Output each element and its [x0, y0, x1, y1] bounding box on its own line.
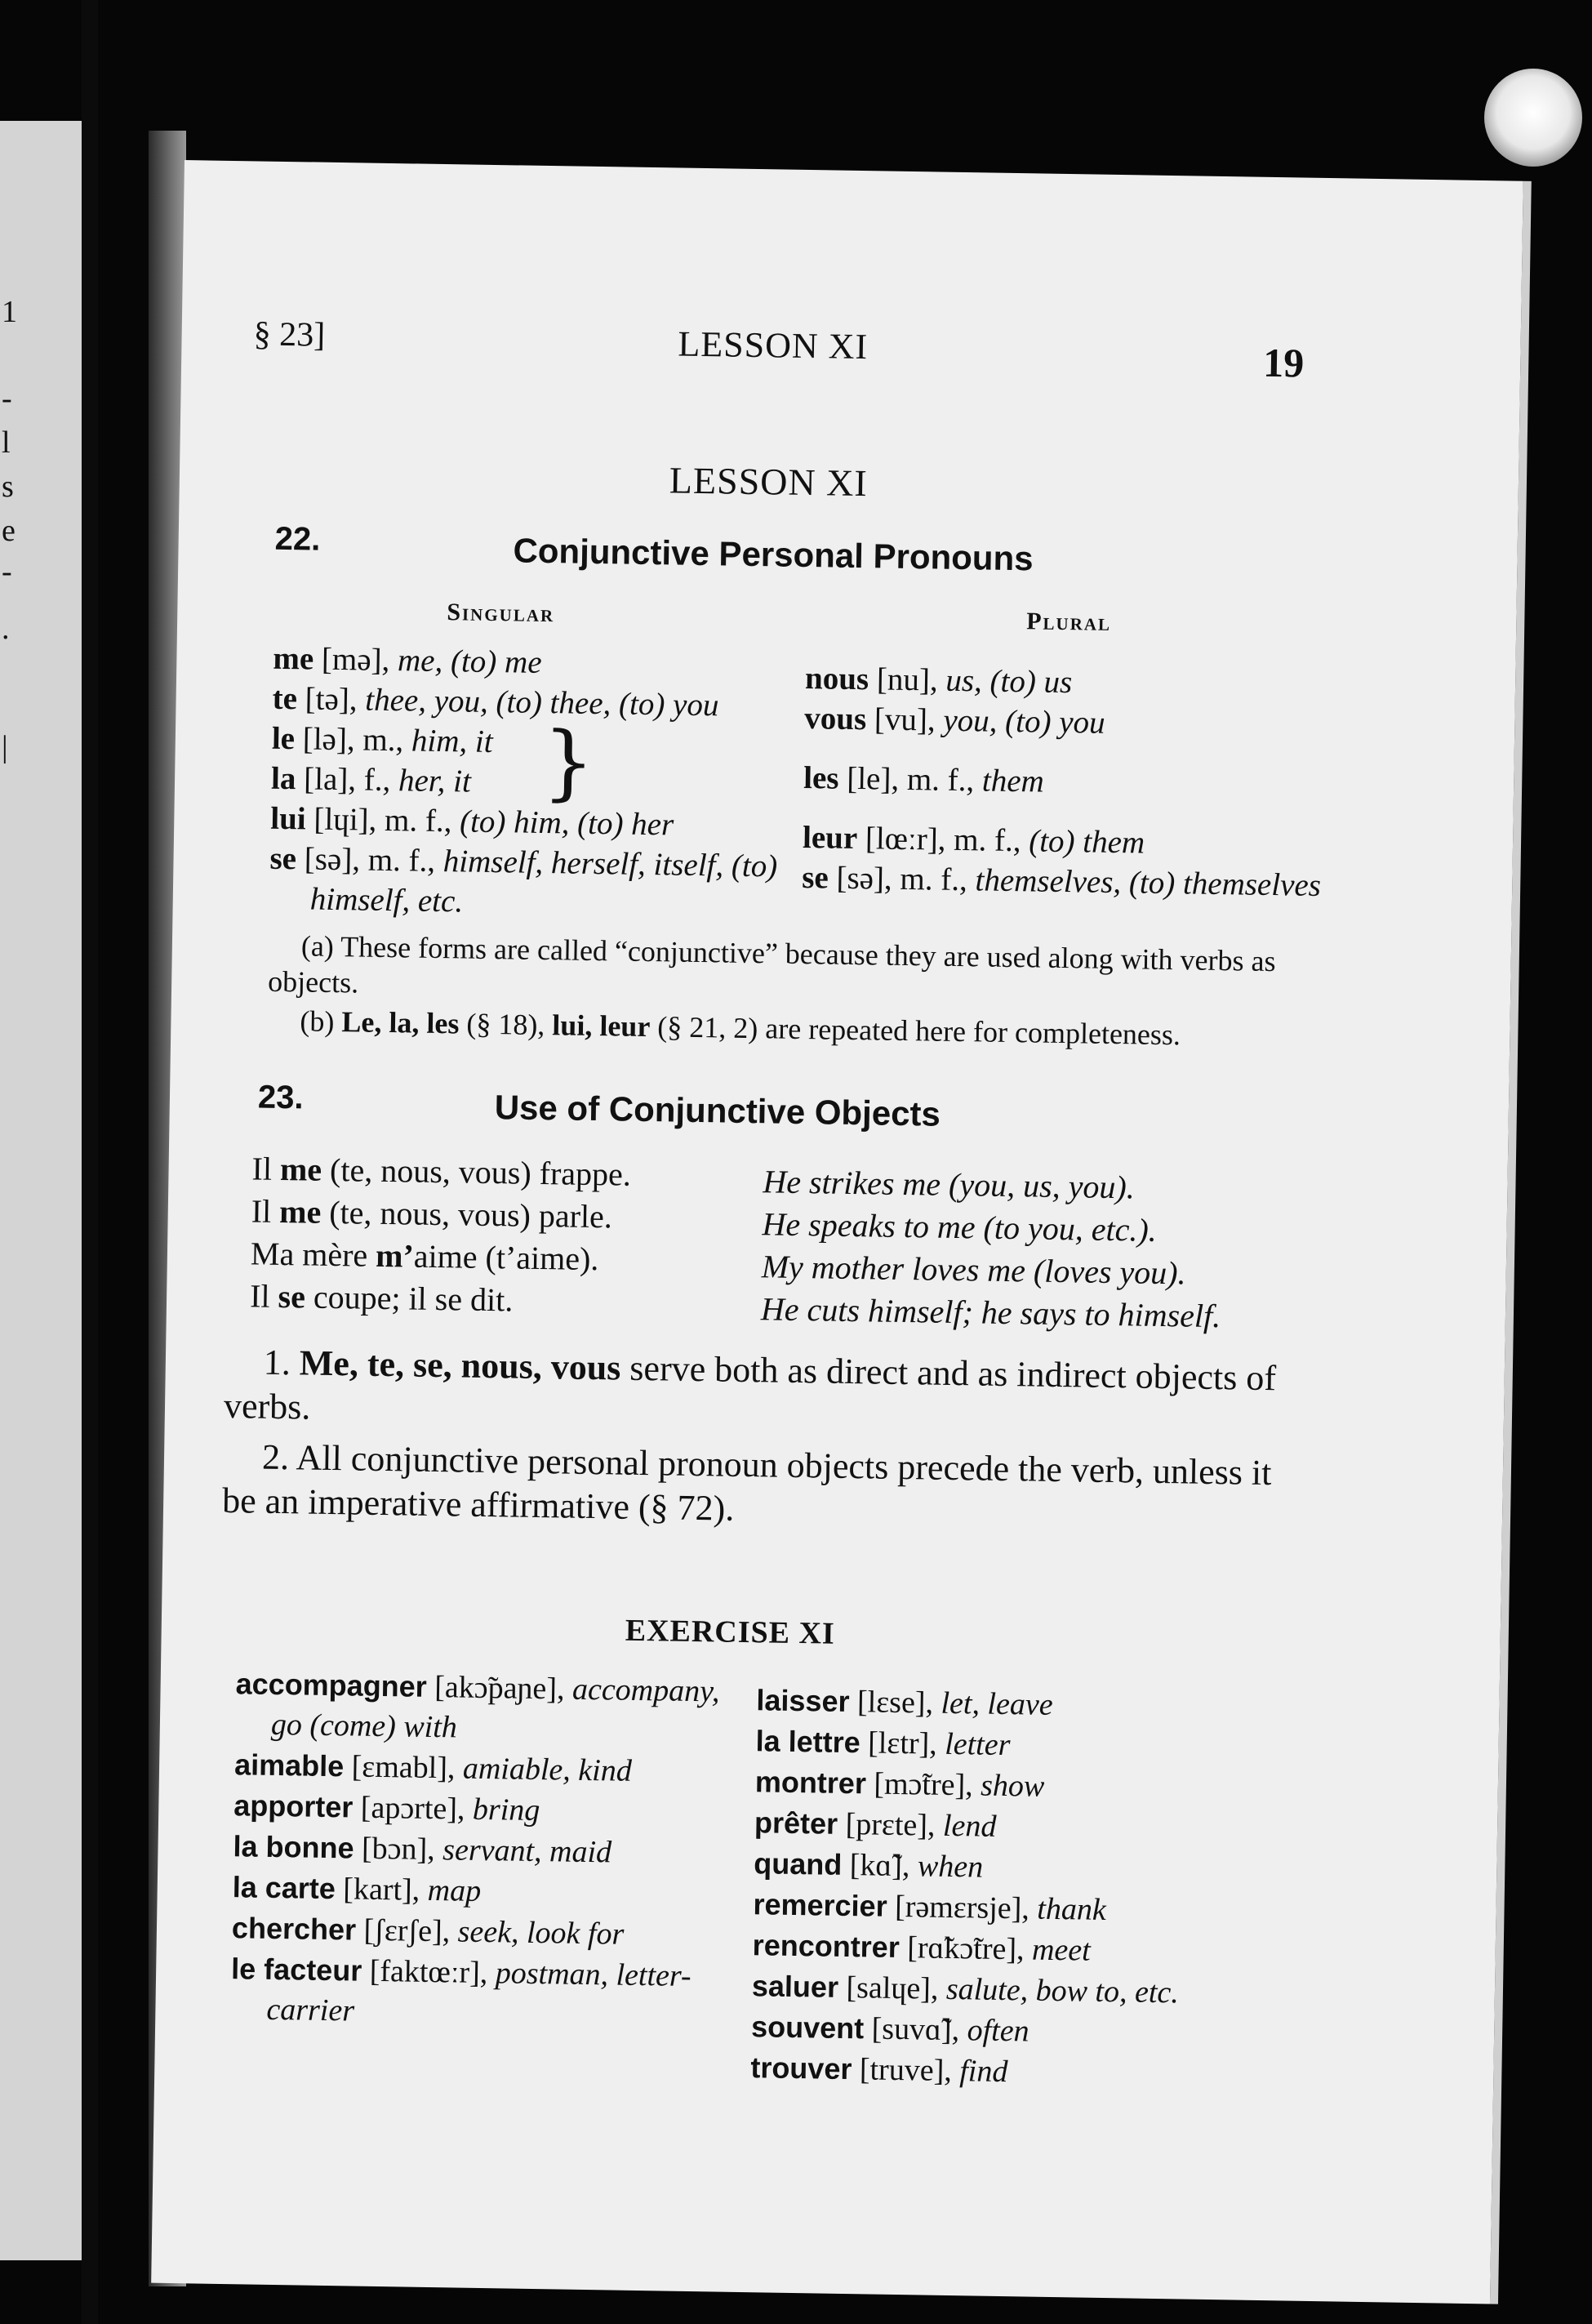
- vocab-phonetic: [rɑ̃kɔ̃tre],: [899, 1930, 1033, 1967]
- pronoun-gloss: (to) him, (to) her: [459, 804, 674, 843]
- vocab-meaning: thank: [1037, 1891, 1107, 1927]
- note-b-text: (§ 18),: [459, 1007, 553, 1042]
- pronoun-phonetic: [lɥi], m. f.,: [305, 801, 460, 839]
- pronoun-phonetic: [vu],: [865, 701, 944, 738]
- vocab-phonetic: [ɛmabl],: [343, 1749, 464, 1786]
- vocab-phonetic: [akɔ̃paɲe],: [426, 1669, 573, 1707]
- example-text: Il: [251, 1150, 281, 1187]
- example-text: Il: [251, 1192, 280, 1230]
- example-english: My mother loves me (loves you).: [761, 1248, 1186, 1292]
- vocab-phonetic: [bɔn],: [354, 1831, 443, 1868]
- section-22-title: Conjunctive Personal Pronouns: [513, 531, 1034, 578]
- section-22-number: 22.: [274, 520, 321, 558]
- example-text: aime (t’aime).: [413, 1237, 599, 1278]
- example-french: [250, 1275, 629, 1323]
- vocab-meaning: amiable, kind: [462, 1751, 633, 1788]
- french-examples: [250, 1147, 632, 1323]
- rule-1: [224, 1340, 1287, 1445]
- vocab-meaning: letter: [944, 1726, 1011, 1763]
- section-23-number: 23.: [257, 1079, 304, 1116]
- vocab-word: le facteur: [230, 1952, 362, 1988]
- plural-heading: Plural: [1025, 608, 1112, 636]
- paper-damage-spot: [1484, 69, 1582, 167]
- pronoun-word: se: [269, 840, 297, 877]
- pronoun-phonetic: [sə], m. f.,: [296, 841, 444, 879]
- vocab-word: remercier: [753, 1887, 887, 1923]
- note-b-label: (b): [300, 1004, 335, 1039]
- example-french: [251, 1190, 630, 1238]
- vocab-phonetic: [ʃɛrʃe],: [355, 1912, 458, 1949]
- vocab-phonetic: [faktœːr],: [361, 1953, 496, 1991]
- vocab-meaning: often: [967, 2013, 1029, 2049]
- margin-mark: 1: [2, 295, 17, 329]
- singular-heading: Singular: [447, 599, 555, 628]
- example-english: He cuts himself; he says to himself.: [760, 1290, 1221, 1335]
- vocab-meaning: bring: [472, 1792, 540, 1828]
- pronoun-entry: [803, 758, 1294, 805]
- vocab-word: apporter: [233, 1788, 354, 1824]
- example-bold: me: [278, 1192, 322, 1231]
- example-text: Il: [249, 1277, 278, 1315]
- note-b-text: (§ 21, 2) are repeated here for completeness.: [650, 1010, 1181, 1052]
- vocab-phonetic: [salɥe],: [838, 1970, 947, 2006]
- vocab-phonetic: [lɛse],: [849, 1685, 941, 1721]
- vocab-phonetic: [kɑ̃],: [841, 1847, 918, 1884]
- vocab-word: saluer: [751, 1969, 839, 2004]
- book-page: [151, 160, 1523, 2304]
- vocab-word: quand: [754, 1846, 843, 1881]
- vocab-entry: [235, 1663, 726, 1752]
- pronoun-phonetic: [le], m. f.,: [838, 760, 983, 799]
- section-reference: § 23]: [253, 315, 326, 354]
- example-english: He strikes me (you, us, you).: [763, 1163, 1136, 1206]
- pronoun-gloss: her, it: [398, 763, 472, 799]
- rule-number: 1.: [263, 1342, 300, 1383]
- pronoun-entry: [804, 698, 1295, 746]
- vocab-word: la lettre: [755, 1724, 861, 1760]
- pronoun-gloss: himself, herself, itself, (to) himself, etc.: [309, 844, 778, 919]
- pronoun-gloss: themselves, (to) themselves: [975, 862, 1322, 903]
- example-bold: m’: [375, 1236, 415, 1275]
- margin-mark: -: [2, 381, 12, 416]
- pronoun-word: nous: [804, 661, 869, 697]
- example-text: (te, nous, vous) parle.: [320, 1193, 613, 1235]
- vocab-word: aimable: [233, 1747, 345, 1783]
- vocabulary-left-column: [230, 1663, 726, 2037]
- pronoun-gloss: (to) them: [1028, 823, 1145, 861]
- vocab-phonetic: [suvɑ̃],: [863, 2011, 967, 2048]
- vocab-phonetic: [apɔrte],: [353, 1790, 474, 1827]
- vocab-phonetic: [kart],: [335, 1872, 429, 1908]
- pronoun-word: lui: [270, 800, 307, 837]
- pronoun-gloss: us, (to) us: [945, 662, 1073, 701]
- vocab-entry: [230, 1948, 721, 2037]
- plural-pronoun-list: [801, 658, 1322, 905]
- vocab-word: la carte: [232, 1870, 336, 1906]
- note-b-bold: Le, la, les: [341, 1005, 460, 1040]
- example-french: [251, 1232, 630, 1280]
- example-french: [251, 1147, 631, 1195]
- vocab-word: souvent: [750, 2010, 865, 2046]
- pronoun-gloss: thee, you, (to) thee, (to) you: [364, 682, 719, 723]
- vocab-meaning: let, leave: [941, 1685, 1053, 1722]
- vocab-entry: [750, 2047, 1257, 2096]
- pronoun-word: la: [270, 760, 296, 797]
- vocab-word: rencontrer: [752, 1928, 901, 1965]
- vocab-meaning: show: [980, 1768, 1045, 1804]
- vocab-meaning: find: [958, 2054, 1008, 2090]
- pronoun-phonetic: [la], f.,: [296, 761, 399, 799]
- margin-mark: .: [2, 612, 10, 646]
- pronoun-word: les: [803, 760, 839, 796]
- vocab-meaning: seek, look for: [457, 1914, 625, 1952]
- pronoun-word: te: [272, 680, 298, 717]
- vocab-meaning: accompany, go (come) with: [270, 1672, 720, 1745]
- example-bold: se: [278, 1277, 306, 1316]
- page-number: 19: [1262, 339, 1305, 386]
- running-title: LESSON XI: [678, 323, 869, 367]
- vocab-word: montrer: [754, 1765, 867, 1801]
- page-edge: [1490, 181, 1532, 2304]
- pronoun-word: vous: [804, 701, 867, 737]
- pronoun-entry: [802, 857, 1366, 906]
- pronoun-gloss: me, (to) me: [397, 643, 542, 680]
- pronoun-word: le: [271, 720, 296, 757]
- vocab-meaning: salute, bow to, etc.: [945, 1971, 1180, 2010]
- pronoun-word: me: [273, 640, 314, 677]
- vocab-word: accompagner: [235, 1667, 428, 1703]
- pronoun-word: se: [801, 859, 829, 896]
- margin-mark: -: [2, 554, 12, 589]
- margin-mark: |: [2, 730, 8, 764]
- example-english: He speaks to me (to you, etc.).: [762, 1205, 1158, 1249]
- brace-mark: }: [541, 713, 596, 810]
- example-text: coupe; il se dit.: [305, 1278, 514, 1319]
- vocab-meaning: map: [427, 1872, 482, 1908]
- pronoun-phonetic: [sə], m. f.,: [828, 860, 976, 898]
- vocab-word: laisser: [756, 1683, 850, 1719]
- singular-pronoun-list: [269, 639, 795, 927]
- pronoun-phonetic: [tə],: [296, 681, 366, 718]
- pronoun-phonetic: [mə],: [313, 641, 398, 679]
- facing-page: [0, 121, 82, 2260]
- pronoun-gloss: him, it: [411, 723, 493, 760]
- vocab-meaning: postman, letter-carrier: [266, 1956, 691, 2028]
- note-a: (a) These forms are called “conjunctive” because they are used along with verbs as objects.: [267, 929, 1276, 999]
- exercise-heading: EXERCISE XI: [625, 1613, 836, 1651]
- margin-mark: l: [2, 425, 11, 460]
- vocab-phonetic: [truve],: [852, 2052, 960, 2089]
- vocab-meaning: lend: [942, 1808, 997, 1844]
- gutter-shadow: [82, 0, 98, 2324]
- vocab-phonetic: [lɛtr],: [860, 1725, 945, 1761]
- pronoun-gloss: them: [981, 763, 1045, 799]
- pronoun-phonetic: [nu],: [868, 661, 946, 698]
- vocab-word: trouver: [750, 2050, 852, 2086]
- english-examples: [761, 1160, 1223, 1338]
- example-text: (te, nous, vous) frappe.: [321, 1151, 632, 1193]
- section-23-title: Use of Conjunctive Objects: [494, 1088, 941, 1133]
- vocab-meaning: when: [917, 1849, 984, 1885]
- pronoun-phonetic: [lœːr], m. f.,: [856, 821, 1029, 859]
- vocab-word: prêter: [754, 1805, 838, 1841]
- margin-mark: e: [2, 514, 16, 548]
- vocab-phonetic: [mɔ̃tre],: [865, 1766, 981, 1803]
- vocab-phonetic: [prɛte],: [837, 1806, 944, 1843]
- vocab-phonetic: [rəmɛrsje],: [887, 1889, 1038, 1926]
- vocab-meaning: meet: [1031, 1932, 1092, 1968]
- rule-2: 2. All conjunctive personal pronoun objects precede the verb, unless it be an imperative affirmative (§ 72).: [221, 1436, 1272, 1529]
- example-bold: me: [279, 1150, 322, 1188]
- pronoun-entry: [269, 839, 792, 927]
- vocab-word: la bonne: [233, 1829, 354, 1865]
- pronoun-word: leur: [802, 819, 858, 857]
- vocabulary-right-column: [750, 1680, 1263, 2096]
- note-b-bold: lui, leur: [552, 1008, 651, 1044]
- vocab-meaning: servant, maid: [442, 1832, 612, 1870]
- lesson-title: LESSON XI: [669, 459, 869, 505]
- pronoun-phonetic: [lə], m.,: [294, 721, 412, 759]
- rule-bold: Me, te, se, nous, vous: [299, 1342, 621, 1388]
- rule-text: serve both as direct and as indirect objects of verbs.: [223, 1347, 1277, 1427]
- example-text: Ma mère: [250, 1235, 376, 1274]
- margin-mark: s: [2, 470, 14, 504]
- vocab-word: chercher: [231, 1911, 357, 1947]
- pronoun-gloss: you, (to) you: [943, 702, 1105, 741]
